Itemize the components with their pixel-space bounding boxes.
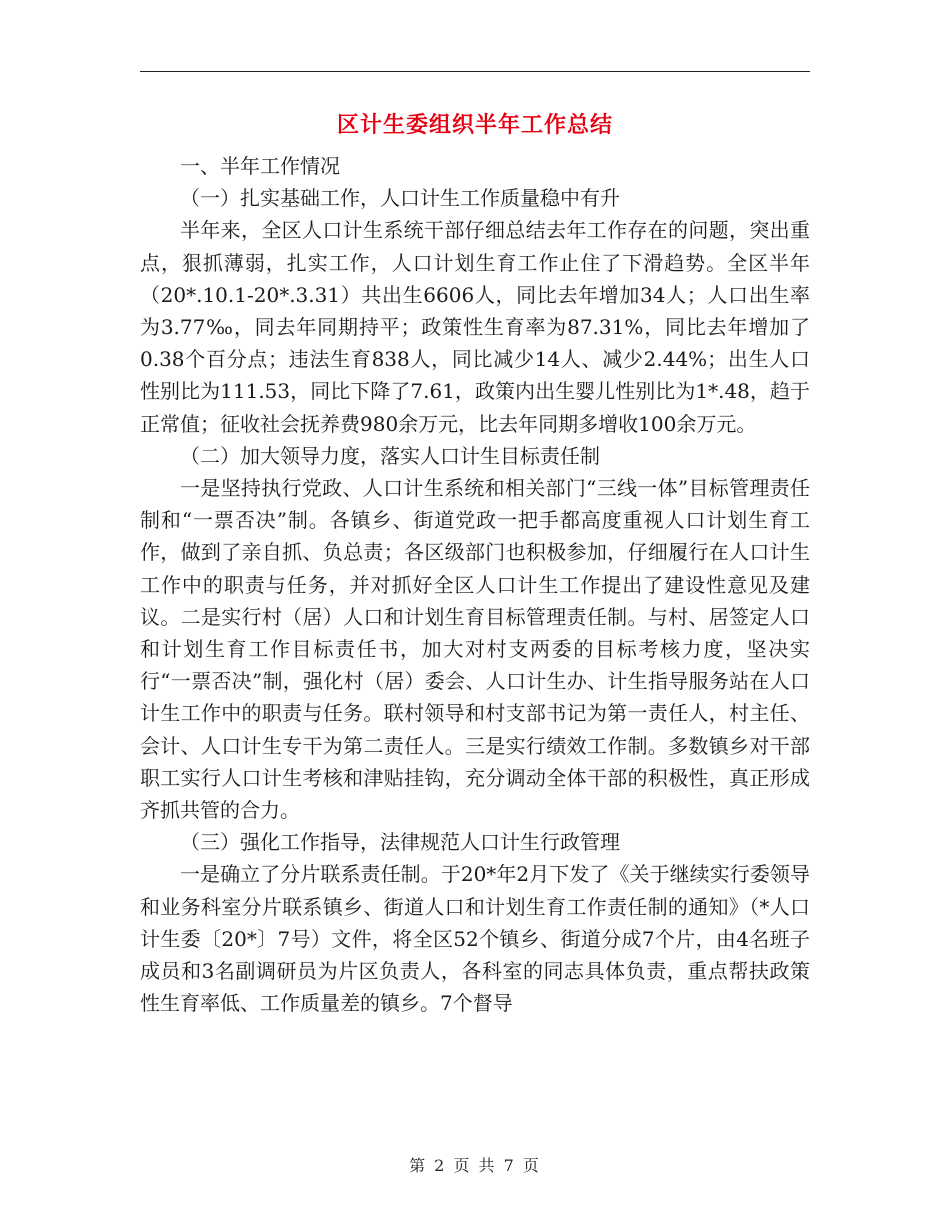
header-rule — [140, 71, 810, 72]
body-paragraph: 半年来，全区人口计生系统干部仔细总结去年工作存在的问题，突出重点，狠抓薄弱，扎实工作，人口计划生育工作止住了下滑趋势。全区半年（20*.10.1-20*.3.31）共出生6606人，同比去年增加34人；人口出生率为3.77‰，同去年同期持平；政策性生育率为87.31%，同比去年增加了0.38个百分点；违法生育838人，同比减少14人、减少2.44%；出生人口性别比为111.53，同比下降了7.61，政策内出生婴儿性别比为1*.48，趋于正常值；征收社会抚养费980余万元，比去年同期多增收100余万元。 — [140, 218, 810, 436]
document-body — [140, 150, 810, 1019]
body-paragraph: 一是确立了分片联系责任制。于20*年2月下发了《关于继续实行委领导和业务科室分片联系镇乡、街道人口和计划生育工作责任制的通知》（*人口计生委〔20*〕7号）文件，将全区52个镇乡、街道分成7个片，由4名班子成员和3名副调研员为片区负责人，各科室的同志具体负责，重点帮扶政策性生育率低、工作质量差的镇乡。7个督导 — [140, 862, 810, 1016]
subsection-heading: （三）强化工作指导，法律规范人口计生行政管理 — [180, 830, 620, 855]
subsection-heading: （一）扎实基础工作，人口计生工作质量稳中有升 — [180, 186, 620, 211]
page-number: 第 2 页 共 7 页 — [409, 1156, 541, 1175]
section-heading: 一、半年工作情况 — [180, 154, 340, 178]
document-title: 区计生委组织半年工作总结 — [336, 113, 613, 138]
subsection-heading: （二）加大领导力度，落实人口计生目标责任制 — [180, 443, 600, 468]
body-paragraph: 一是坚持执行党政、人口计生系统和相关部门“三线一体”目标管理责任制和“一票否决”制。各镇乡、街道党政一把手都高度重视人口计划生育工作，做到了亲自抓、负总责；各区级部门也积极参加，仔细履行在人口计生工作中的职责与任务，并对抓好全区人口计生工作提出了建设性意见及建议。二是实行村（居）人口和计划生育目标管理责任制。与村、居签定人口和计划生育工作目标责任书，加大对村支两委的目标考核力度，坚决实行“一票否决”制，强化村（居）委会、人口计生办、计生指导服务站在人口计生工作中的职责与任务。联村领导和村支部书记为第一责任人，村主任、会计、人口计生专干为第二责任人。三是实行绩效工作制。多数镇乡对干部职工实行人口计生考核和津贴挂钩，充分调动全体干部的积极性，真正形成齐抓共管的合力。 — [140, 476, 810, 823]
